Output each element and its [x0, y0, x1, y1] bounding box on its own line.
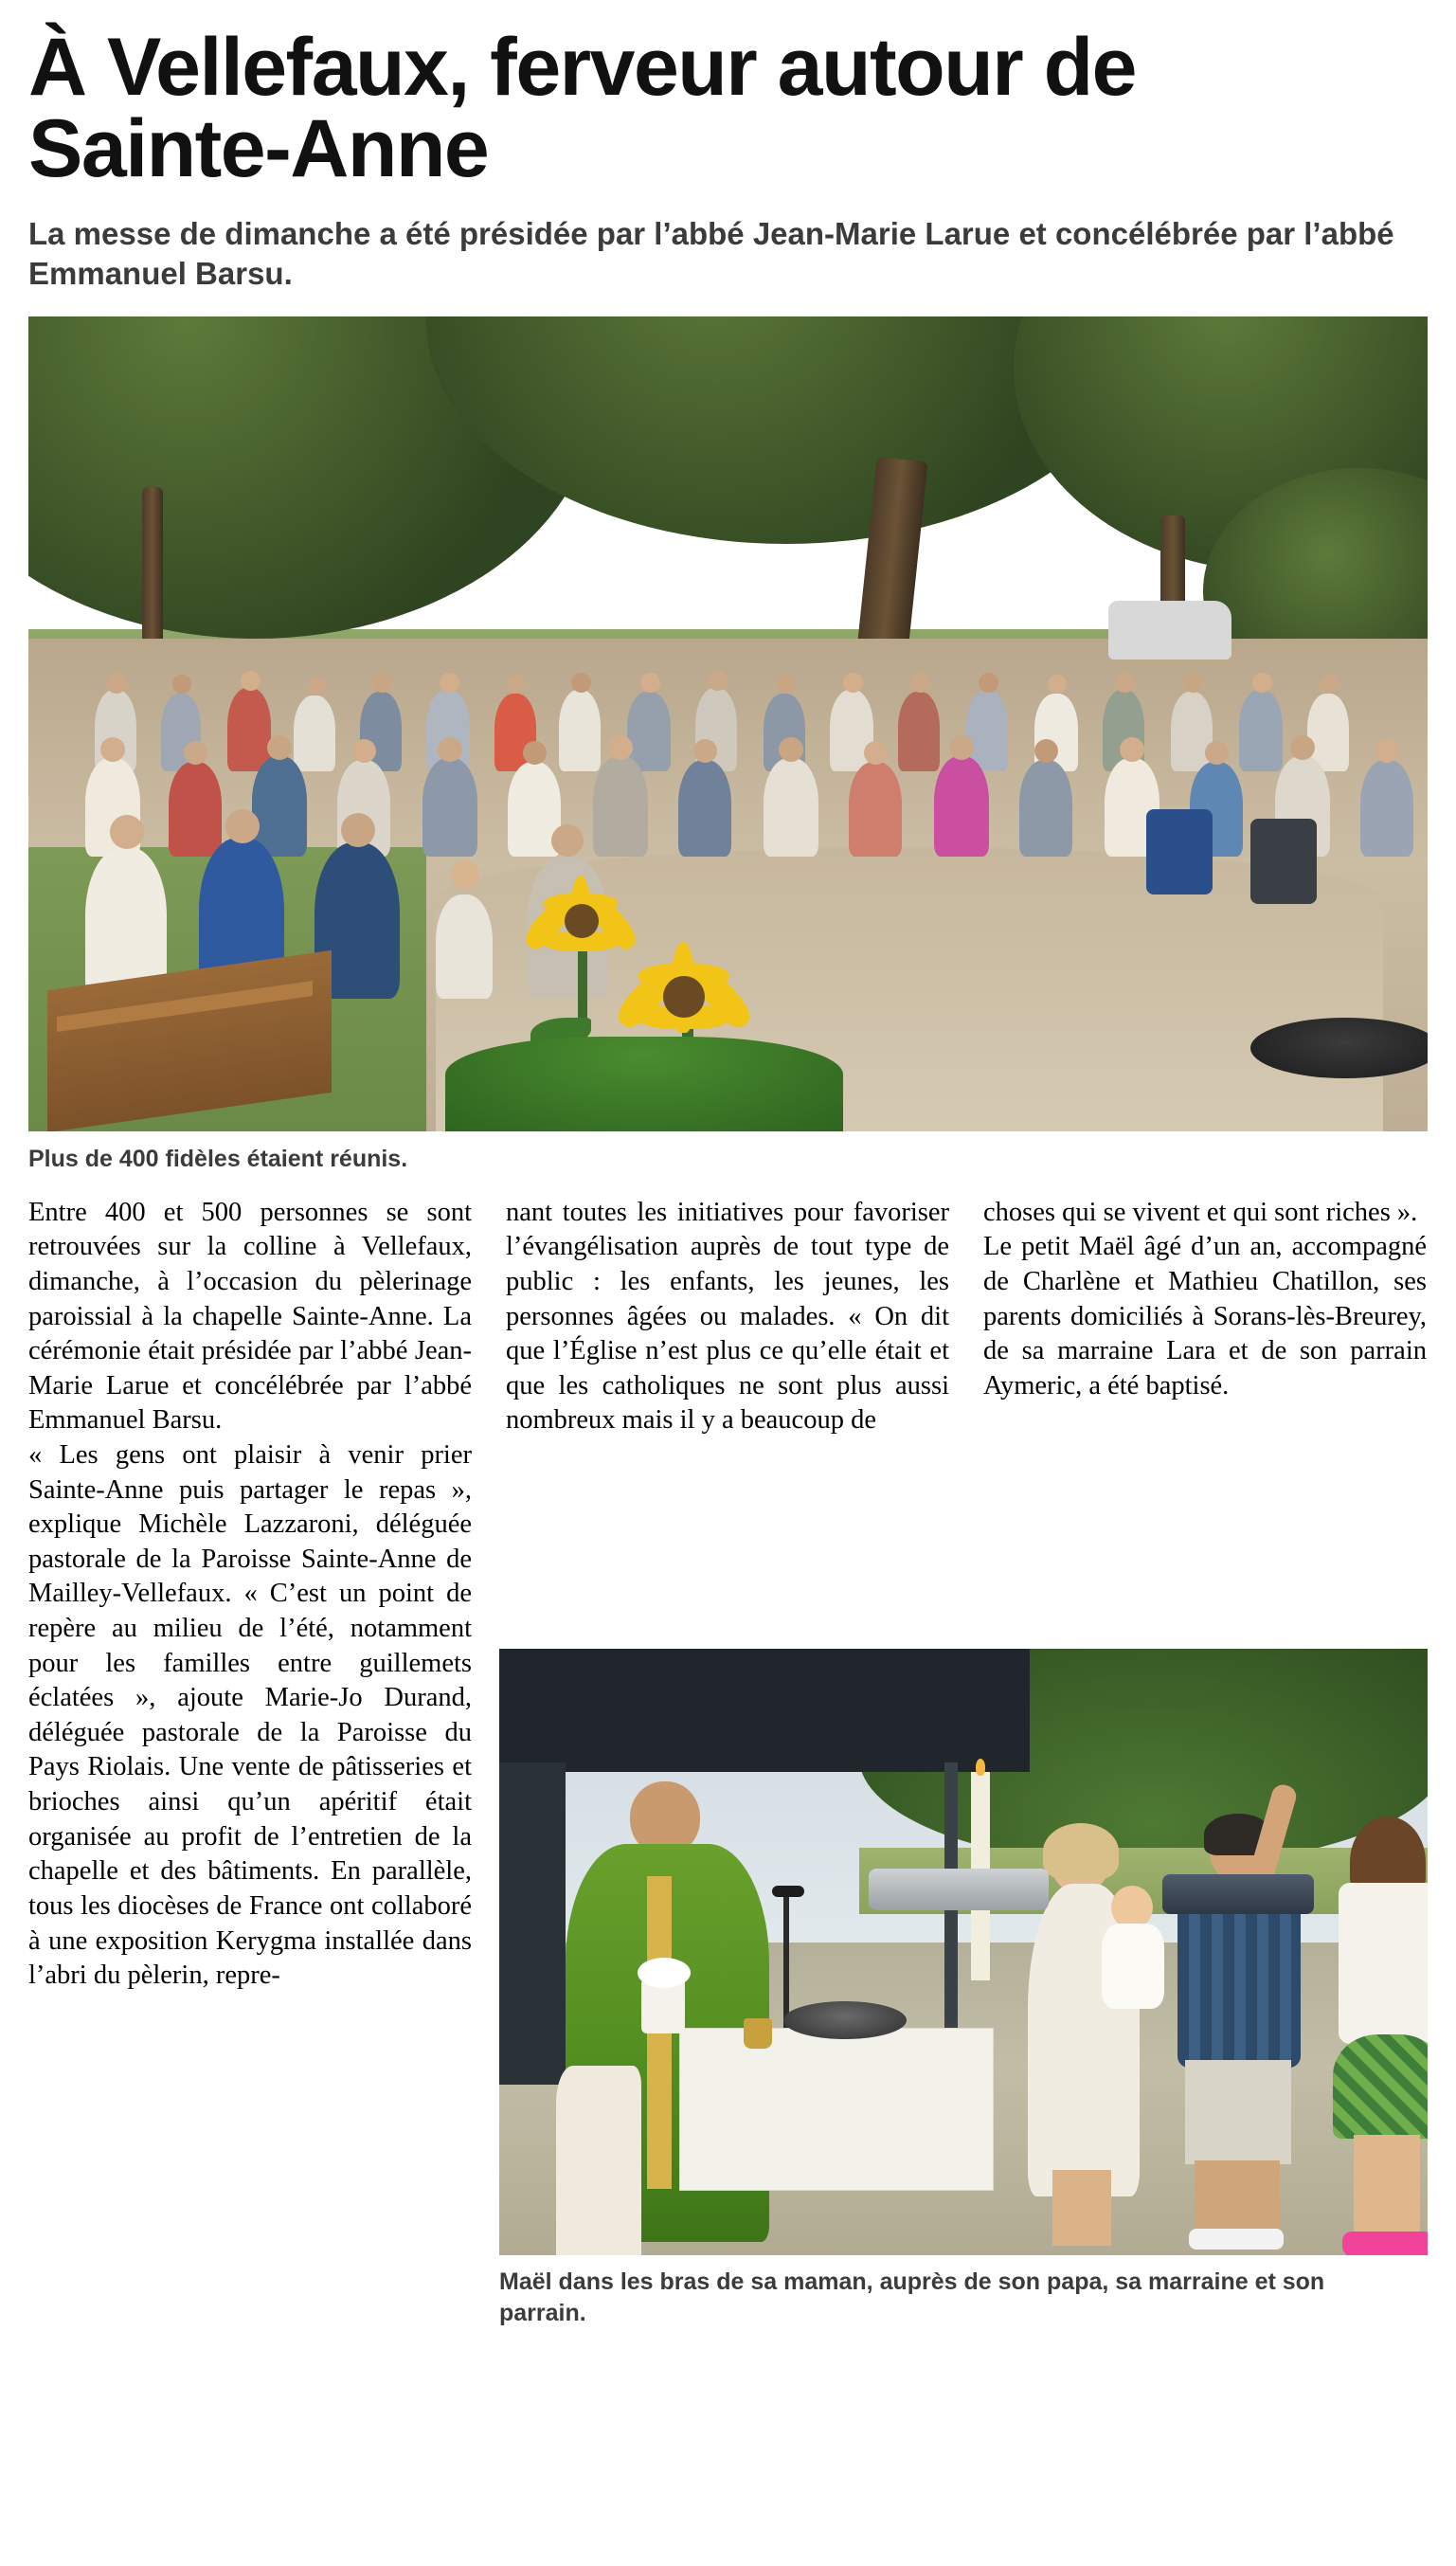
- crowd-person-head: [507, 675, 526, 694]
- article-column-1: [28, 1196, 472, 2143]
- godmother-figure: [1314, 1824, 1428, 2255]
- second-photo: [499, 1649, 1428, 2255]
- paragraph: nant toutes les initiatives pour favoriser l’évangélisation auprès de tout type de public : les enfants, les jeunes, les personnes âgées ou malades. « On dit que l’Église n’est plus ce qu’elle était et que les catholiques ne sont plus aussi nombreux mais il y a beaucoup de: [506, 1197, 949, 1436]
- candle-flame: [976, 1759, 985, 1776]
- godmother-legs: [1354, 2135, 1420, 2239]
- crowd-person-head: [307, 677, 326, 696]
- father-legs: [1195, 2160, 1280, 2236]
- crowd-person: [849, 762, 902, 857]
- crowd-child: [436, 894, 493, 999]
- tree-trunk-left: [142, 487, 163, 658]
- paragraph: choses qui se vivent et qui sont riches ».: [983, 1197, 1418, 1227]
- paragraph: « Les gens ont plaisir à venir prier Sainte-Anne puis partager le repas », explique Michèle Lazzaroni, déléguée pastorale de la Paroisse Sainte-Anne de Mailley-Vellefaux. « C’est un point de repère au milieu de l’été, notamment pour les familles entre guillemets éclatées », ajoute Marie-Jo Durand, déléguée pastorale de la Paroisse du Pays Riolais. Une vente de pâtisseries et brioches ainsi qu’un apéritif était organisée au profit de l’entretien de la chapelle et des bâtiments. En parallèle, tous les diocèses de France ont collaboré à une exposition Kerygma installée dans l’abri du pèlerin, repre-: [28, 1439, 472, 1991]
- crowd-person-head: [523, 741, 547, 765]
- parked-cars: [1162, 1874, 1314, 1914]
- priest-alb: [556, 2066, 641, 2255]
- sunflower-foliage: [445, 1037, 843, 1131]
- parked-cars: [869, 1869, 1049, 1910]
- crowd-person: [1019, 760, 1072, 857]
- crowd-person-head: [571, 673, 591, 693]
- crowd-person-head: [352, 739, 376, 763]
- crowd-person-head: [1048, 675, 1067, 694]
- crowd-person-head: [440, 673, 459, 693]
- second-photo-block: [499, 1649, 1428, 2328]
- crowd-person: [764, 758, 818, 857]
- crowd-person-head: [979, 673, 998, 693]
- main-photo-caption: Plus de 400 fidèles étaient réunis.: [28, 1146, 408, 1173]
- crowd-person-head: [1375, 739, 1399, 763]
- page-title: À Vellefaux, ferveur autour de Sainte-Anne: [28, 22, 1136, 194]
- crowd-child-head: [451, 860, 479, 889]
- article-column-3: [983, 1196, 1427, 1509]
- father-shorts: [1185, 2060, 1291, 2164]
- crowd-person-head: [864, 741, 888, 765]
- crowd-person-head: [1320, 675, 1339, 694]
- mother-hair: [1043, 1823, 1119, 1880]
- father-shoes: [1189, 2229, 1284, 2250]
- godmother-shoes: [1342, 2232, 1428, 2255]
- second-photo-caption: Maël dans les bras de sa maman, auprès de son papa, sa marraine et son parrain.: [499, 2268, 1325, 2326]
- marquee-canopy: [499, 1649, 1030, 1772]
- altar-table: [679, 2028, 994, 2191]
- holy-oil-vessel: [744, 2018, 772, 2049]
- crowd-person-head: [1115, 673, 1135, 693]
- crowd-person-head: [372, 673, 392, 693]
- article-standfirst: La messe de dimanche a été présidée par l’abbé Jean-Marie Larue et concélébrée par l’abbé Emmanuel Barsu.: [28, 216, 1394, 292]
- crowd-person-head: [1252, 673, 1272, 693]
- crowd-person: [678, 760, 731, 857]
- main-photo: [28, 316, 1428, 1131]
- crowd-person: [934, 756, 989, 857]
- godmother-skirt: [1333, 2034, 1428, 2139]
- crowd-person-head: [341, 813, 375, 847]
- paragraph: Le petit Maël âgé d’un an, accompagné de Charlène et Mathieu Chatillon, ses parents domiciliés à Sorans-lès-Breurey, de sa marraine Lara et de son parrain Aymeric, a été baptisé.: [983, 1232, 1427, 1400]
- crowd-person: [1360, 760, 1413, 857]
- mother-legs: [1052, 2170, 1111, 2246]
- crowd-person-head: [843, 673, 863, 693]
- parked-van: [1108, 601, 1231, 660]
- crowd-person-head: [693, 739, 717, 763]
- crowd-person-head: [910, 673, 930, 693]
- crowd-person-head: [1183, 673, 1203, 693]
- crowd-person-head: [640, 673, 660, 693]
- article-column-2: [506, 1196, 949, 1509]
- folding-chair: [1146, 809, 1213, 894]
- crowd-person-head: [241, 671, 261, 691]
- baptismal-bowl: [783, 2001, 907, 2039]
- crowd-person-head: [1205, 741, 1229, 765]
- father-figure: [1153, 1791, 1314, 2255]
- crowd-person-head: [1034, 739, 1058, 763]
- microphone: [772, 1886, 804, 1897]
- paragraph: Entre 400 et 500 personnes se sont retrouvées sur la colline à Vellefaux, dimanche, à l’occasion du pèlerinage paroissial à la chapelle Sainte-Anne. La cérémonie était présidée par l’abbé Jean-Marie Larue et concélébrée par l’abbé Emmanuel Barsu.: [28, 1197, 472, 1436]
- crowd-person-head: [172, 675, 191, 694]
- godmother-cardigan: [1339, 1883, 1428, 2044]
- white-flowers: [638, 1958, 691, 1988]
- crowd-person-head: [551, 824, 584, 857]
- crowd-person-head: [776, 675, 795, 694]
- crowd-person-head: [110, 815, 144, 849]
- crowd-person-head: [184, 741, 207, 765]
- folding-chair: [1250, 819, 1317, 904]
- crowd-person-head: [708, 671, 728, 691]
